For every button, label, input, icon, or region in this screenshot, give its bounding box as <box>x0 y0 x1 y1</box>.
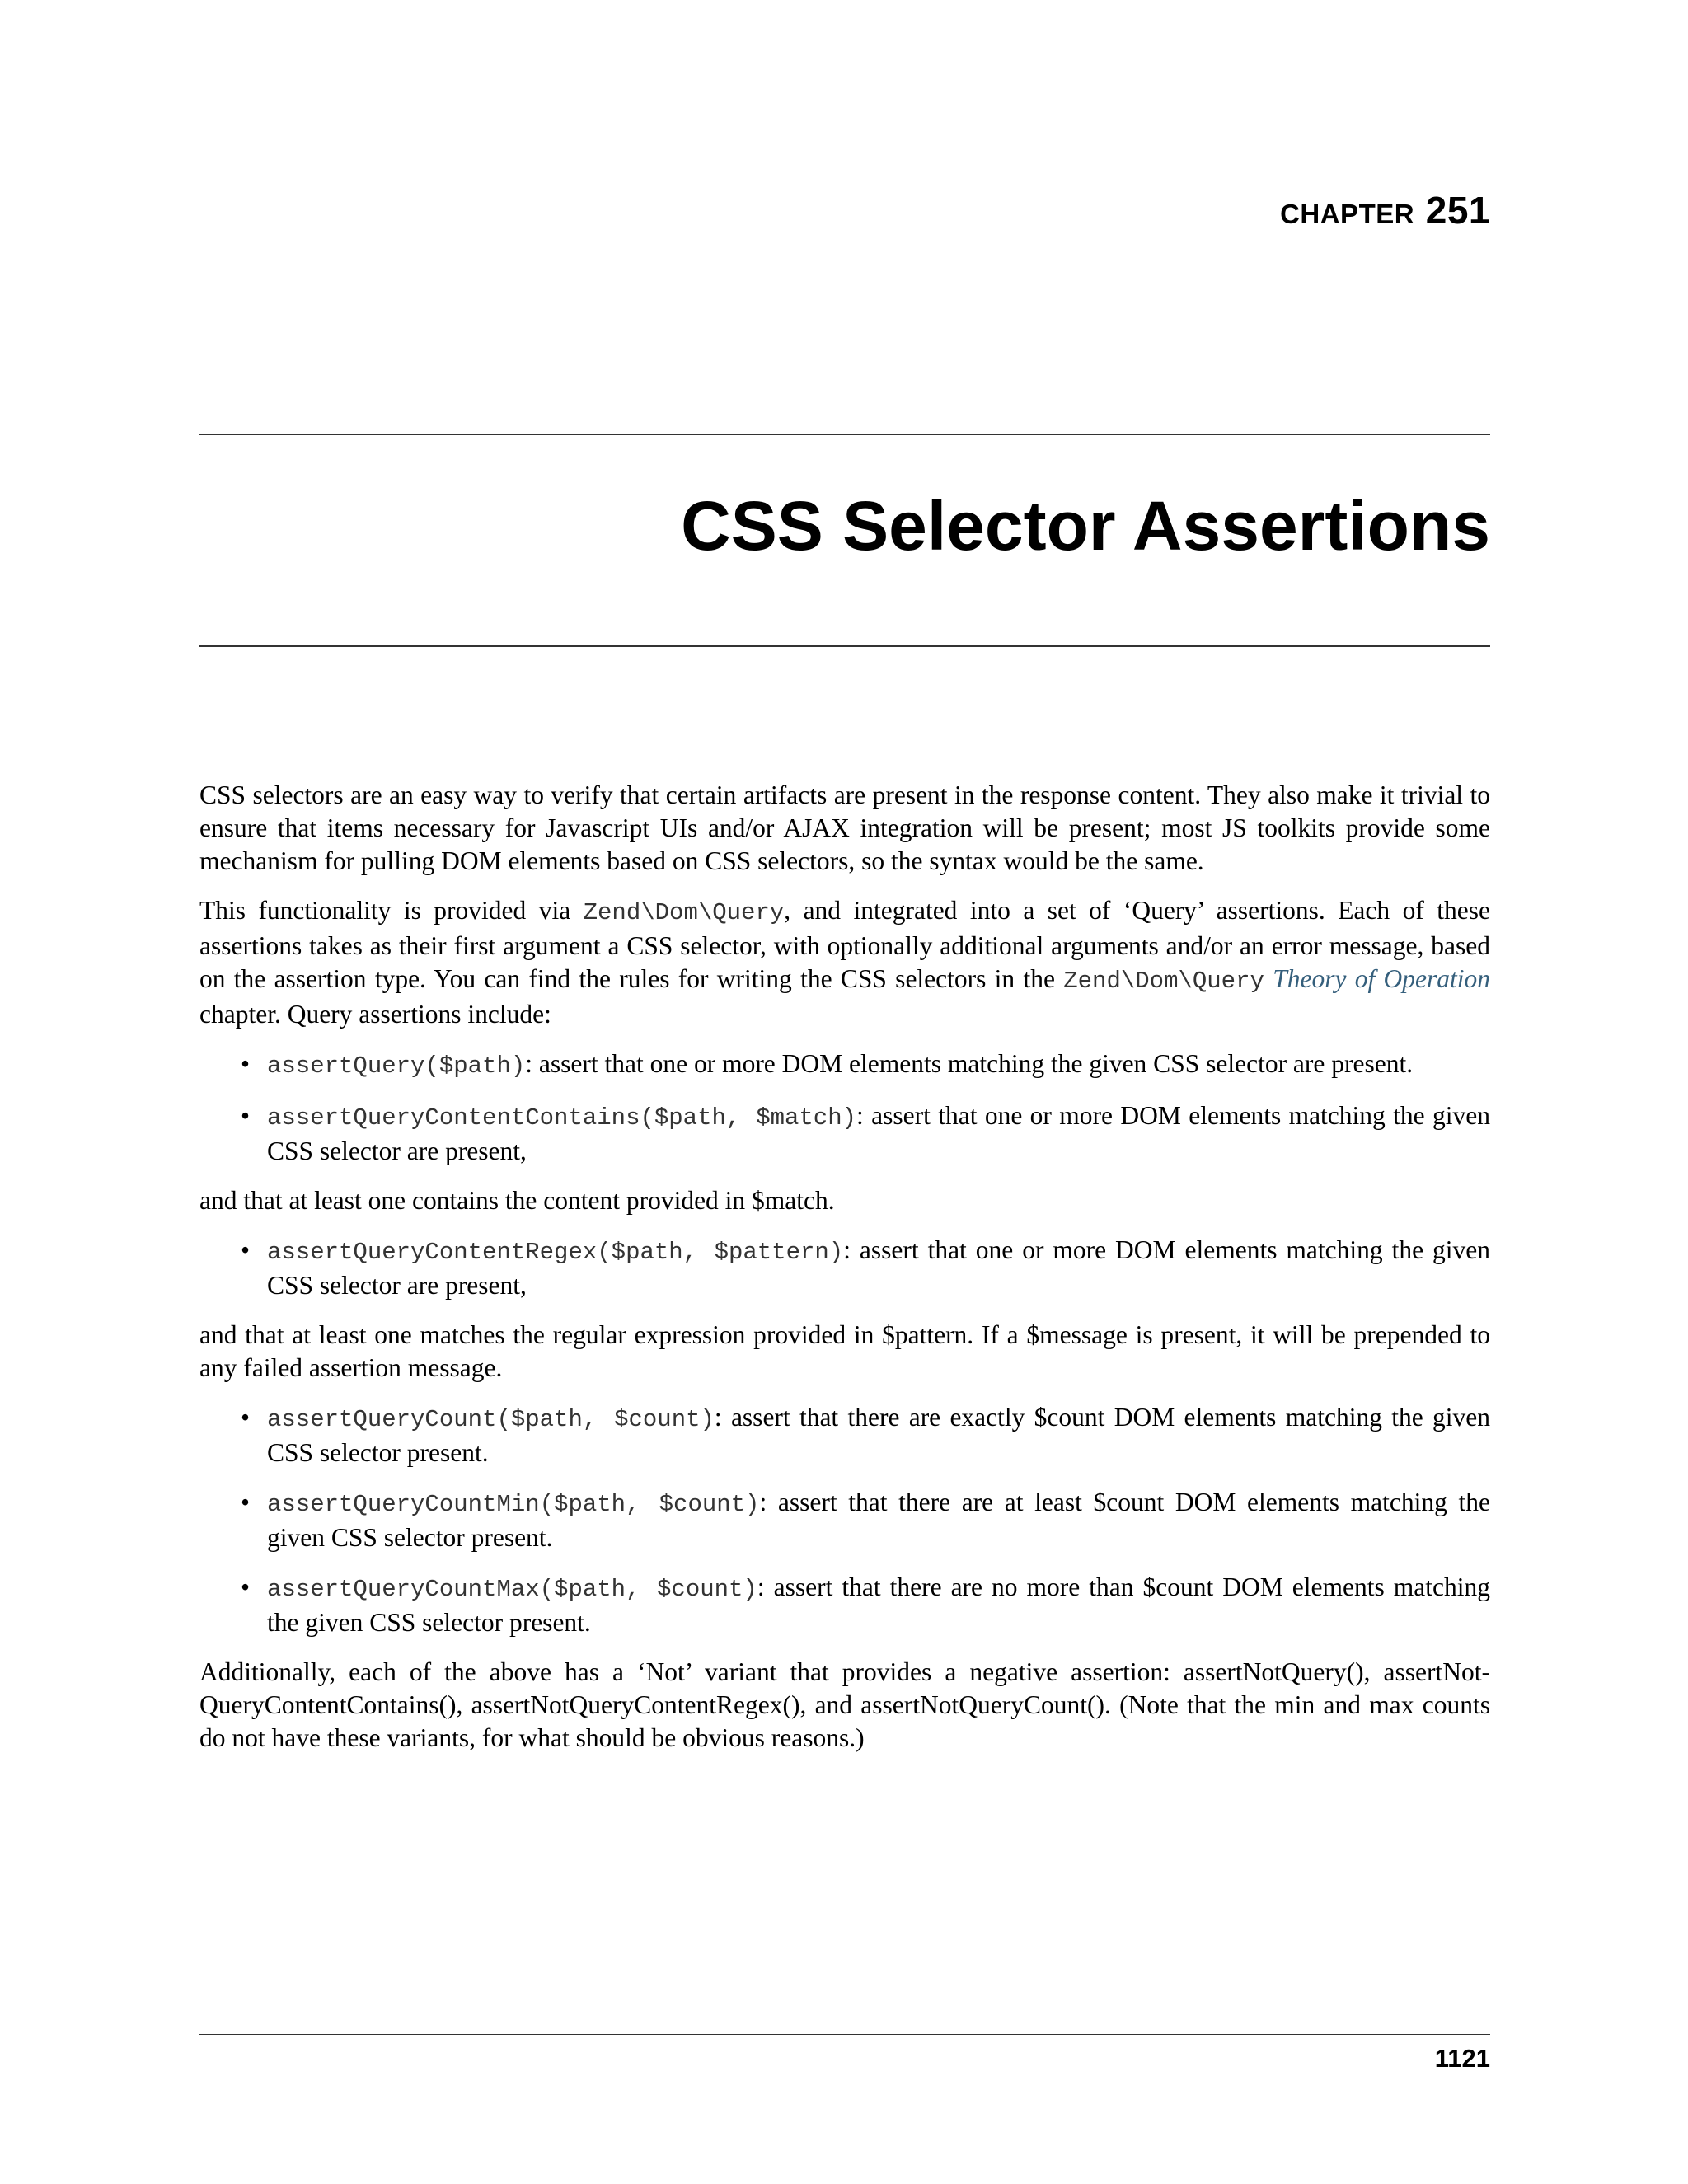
chapter-body <box>199 779 1490 1771</box>
list-item <box>199 1234 1490 1302</box>
title-bottom-rule <box>199 645 1490 647</box>
chapter-word: CHAPTER <box>1280 199 1415 229</box>
footer-rule <box>199 2034 1490 2035</box>
bullet-icon: • <box>241 1101 251 1130</box>
bullet-icon: • <box>241 1235 251 1264</box>
assertion-code: assertQueryContentContains($path, $match) <box>267 1104 857 1132</box>
list-item <box>199 1099 1490 1168</box>
regex-continuation: and that at least one matches the regular expression provided in $pattern. If a $message is present, it will be prepended to any failed assertion message. <box>199 1320 1490 1382</box>
assertion-code: assertQuery($path) <box>267 1052 526 1080</box>
assertion-description: : assert that one or more DOM elements matching the given CSS selector are present, <box>267 1101 1490 1165</box>
list-item <box>199 1571 1490 1639</box>
list-item <box>199 1486 1490 1554</box>
page-number: 1121 <box>1434 2044 1490 2073</box>
assertion-list-3 <box>199 1401 1490 1639</box>
theory-of-operation-link[interactable]: Theory of Operation <box>1273 964 1491 993</box>
assertion-list-1 <box>199 1047 1490 1168</box>
zend-dom-query-code: Zend\Dom\Query <box>583 899 785 926</box>
title-top-rule <box>199 434 1490 435</box>
assertion-description: : assert that there are exactly $count DOM elements matching the given CSS selector present. <box>267 1403 1490 1467</box>
assertion-description: : assert that there are no more than $count DOM elements matching the given CSS selector present. <box>267 1572 1490 1637</box>
list-item <box>199 1047 1490 1083</box>
assertion-code: assertQueryCountMin($path, $count) <box>267 1491 760 1518</box>
bullet-icon: • <box>241 1049 251 1078</box>
assertion-code: assertQueryCountMax($path, $count) <box>267 1576 757 1603</box>
bullet-icon: • <box>241 1488 251 1516</box>
list-item <box>199 1401 1490 1469</box>
assertion-description: : assert that one or more DOM elements matching the given CSS selector are present, <box>267 1235 1491 1300</box>
assertion-description: : assert that there are at least $count DOM elements matching the given CSS selector present. <box>267 1488 1490 1552</box>
bullet-icon: • <box>241 1572 251 1601</box>
assertion-code: assertQueryContentRegex($path, $pattern) <box>267 1239 844 1266</box>
zend-dom-query-code-2: Zend\Dom\Query <box>1063 968 1264 995</box>
chapter-number: 251 <box>1425 189 1490 232</box>
content-contains-continuation: and that at least one contains the content provided in $match. <box>199 1186 835 1215</box>
assertion-list-2 <box>199 1234 1490 1302</box>
chapter-label <box>1280 189 1490 232</box>
assertion-description: : assert that one or more DOM elements matching the given CSS selector are present. <box>525 1049 1414 1078</box>
functionality-text-b: , and integrated into a set of ‘Query’ assertions. Each of these assertions takes as their first argument a CSS selector, with optionally additional arguments and/or an error message, based on the assertion type. You can find the rules for writing the CSS selectors in the <box>199 896 1490 993</box>
assertion-code: assertQueryCount($path, $count) <box>267 1406 715 1433</box>
functionality-text-c: chapter. Query assertions include: <box>199 1000 551 1029</box>
functionality-paragraph <box>199 894 1490 1031</box>
chapter-title: CSS Selector Assertions <box>681 487 1490 565</box>
functionality-text-a: This functionality is provided via <box>199 896 584 925</box>
intro-paragraph: CSS selectors are an easy way to verify that certain artifacts are present in the response content. They also make it trivial to ensure that items necessary for Javascript UIs and/or AJAX integration will be present; most JS toolkits provide some mechanism for pulling DOM elements based on CSS selectors, so the syntax would be the same. <box>199 780 1490 875</box>
additionally-paragraph: Additionally, each of the above has a ‘Not’ variant that provides a negative assertion: assertNotQuery(), assertNotQueryContentContains(), assertNotQueryContentRegex(), and assertNotQueryCount(). (Note that the min and max counts do not have these variants, for what should be obvious reasons.) <box>199 1657 1490 1752</box>
bullet-icon: • <box>241 1403 251 1432</box>
